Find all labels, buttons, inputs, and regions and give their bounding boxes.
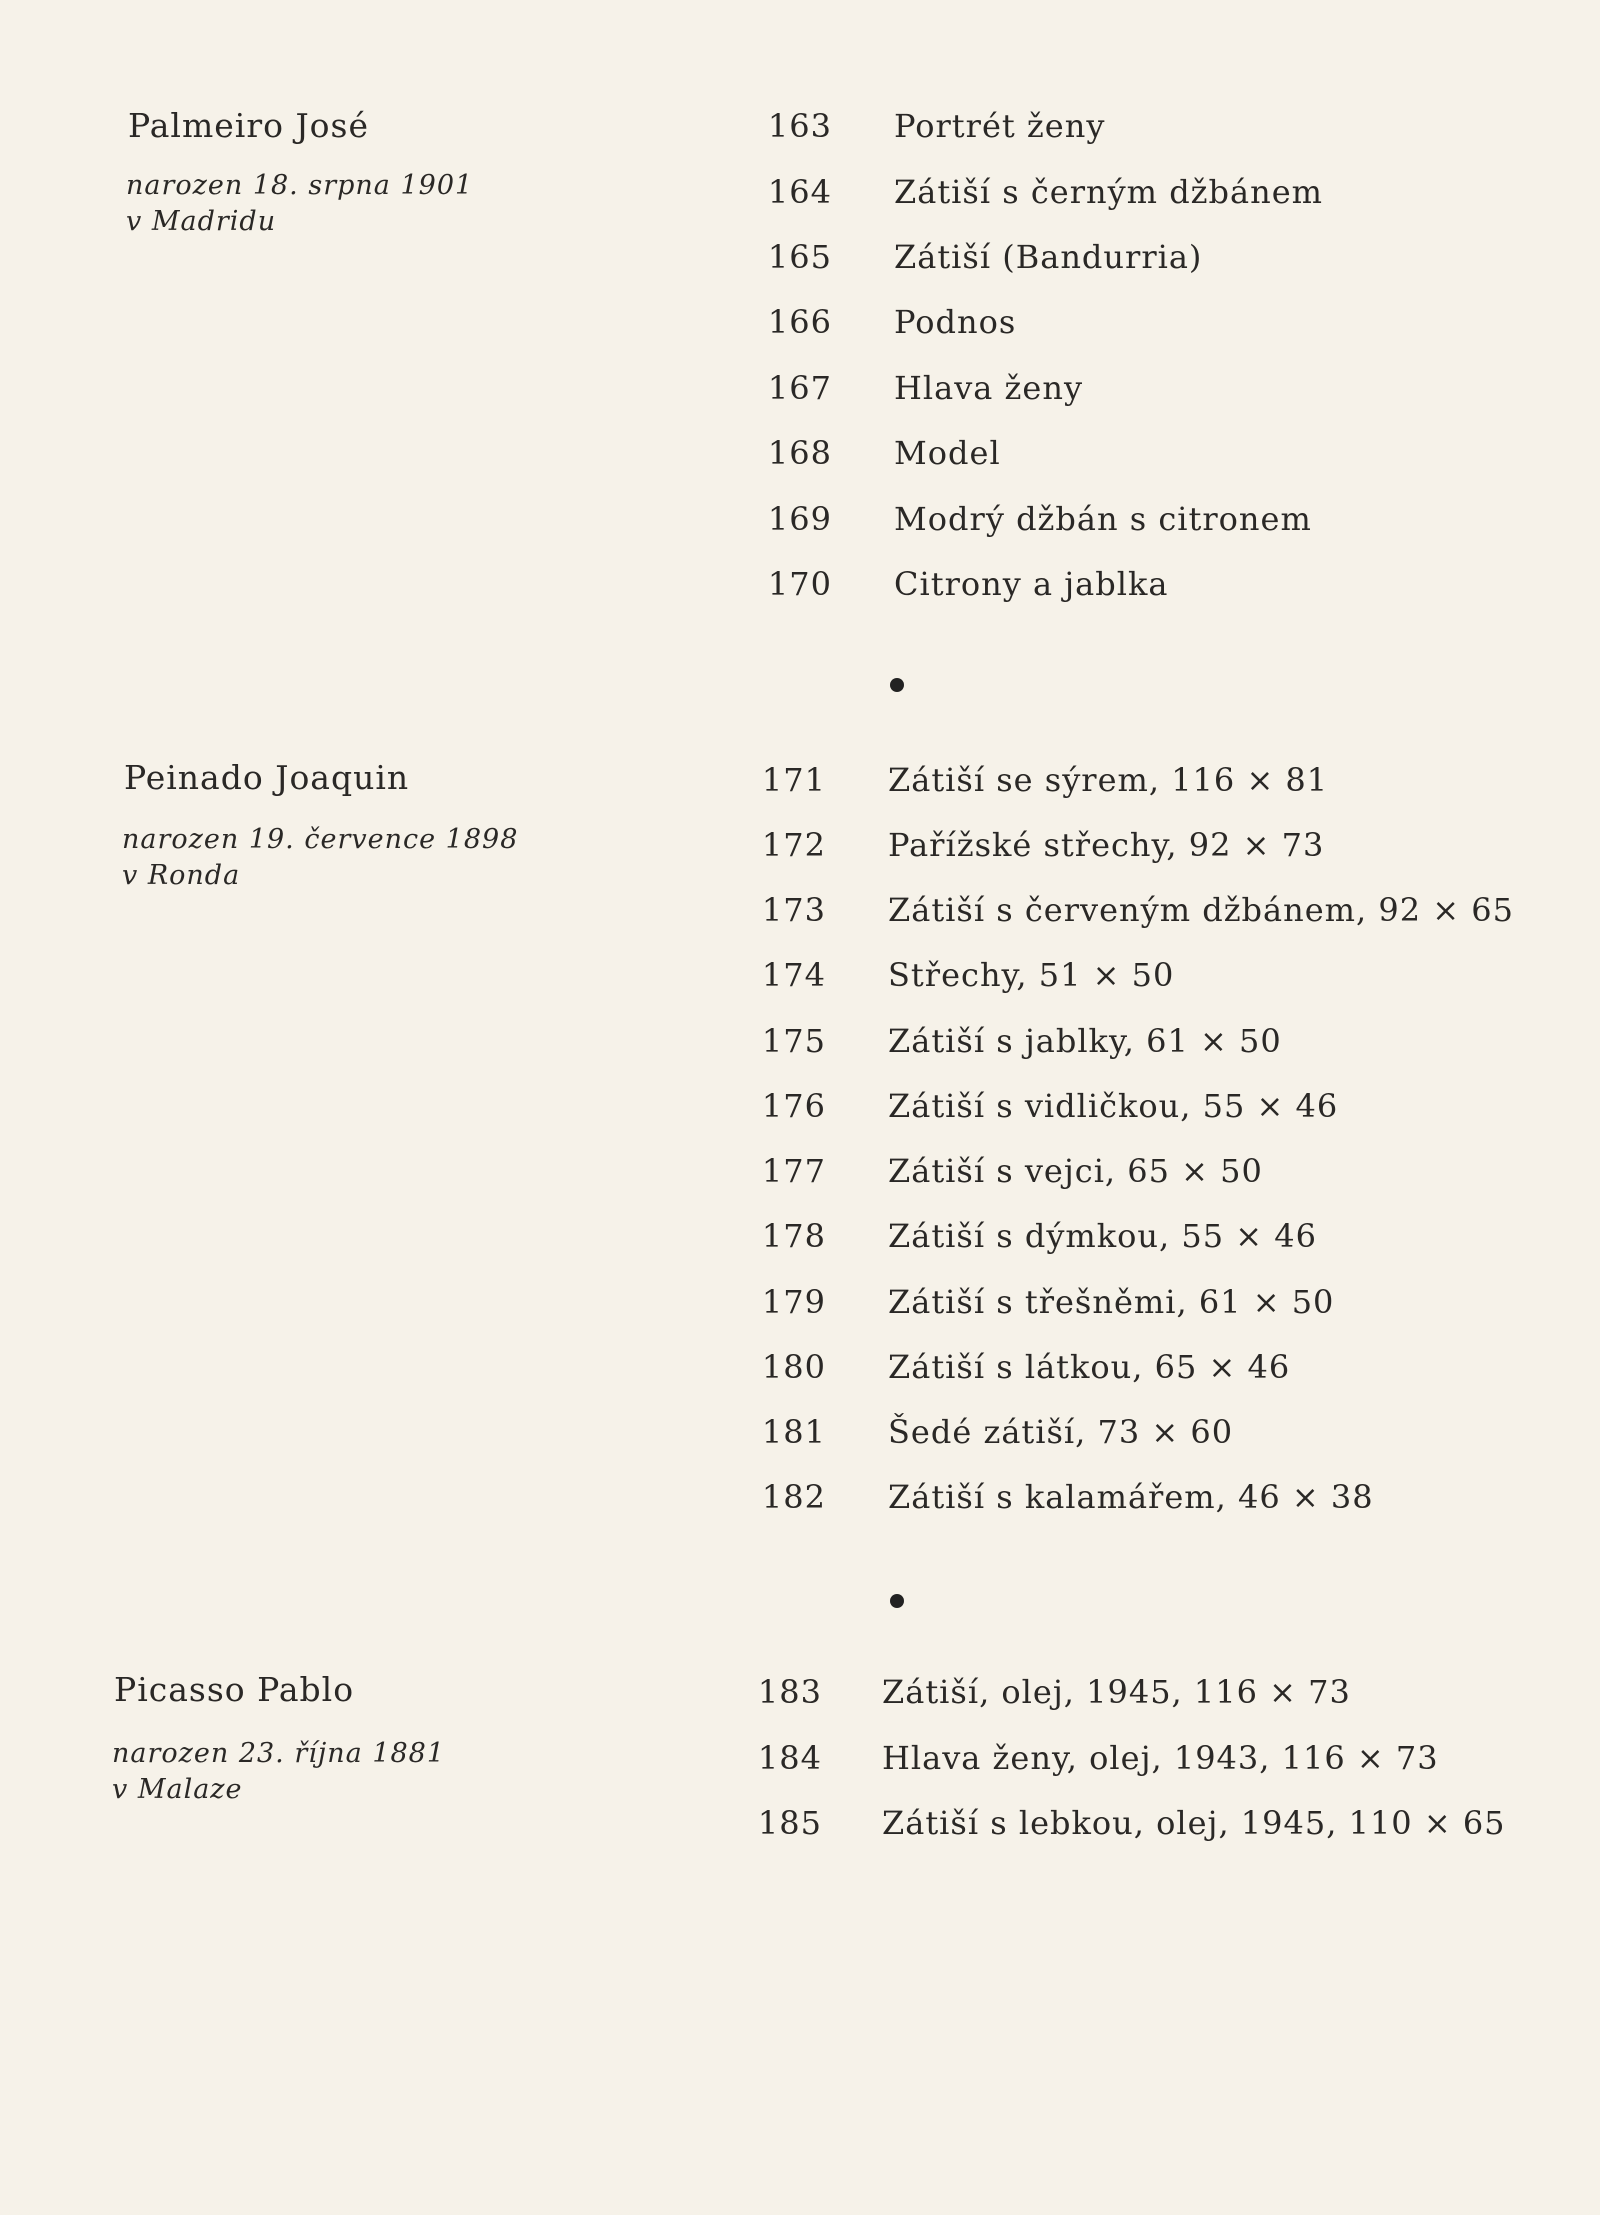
birth-date: narozen 19. července 1898 <box>122 824 519 855</box>
catalog-entry <box>0 1087 1600 1127</box>
entry-number: 179 <box>761 1283 826 1321</box>
entry-title: Šedé zátiší, 73 × 60 <box>888 1413 1234 1451</box>
entry-number: 184 <box>757 1739 822 1777</box>
entry-title: Portrét ženy <box>894 107 1106 145</box>
entry-title: Hlava ženy <box>894 369 1084 407</box>
entry-title: Podnos <box>894 303 1017 341</box>
entry-title: Zátiší s dýmkou, 55 × 46 <box>888 1217 1317 1255</box>
catalog-entry <box>0 1804 1600 1844</box>
artist-name: Palmeiro José <box>128 106 370 145</box>
artist-name: Picasso Pablo <box>114 1670 355 1709</box>
entry-title: Pařížské střechy, 92 × 73 <box>888 826 1325 864</box>
entry-number: 183 <box>757 1673 822 1711</box>
entry-number: 176 <box>761 1087 826 1125</box>
entry-number: 165 <box>767 238 832 276</box>
catalog-entry <box>0 1478 1600 1518</box>
birth-place: v Ronda <box>122 860 241 891</box>
catalog-entry <box>0 891 1600 931</box>
entry-number: 180 <box>761 1348 826 1386</box>
entry-number: 169 <box>767 500 832 538</box>
birth-date: narozen 23. října 1881 <box>112 1738 446 1769</box>
catalog-entry <box>0 1348 1600 1388</box>
entry-title: Modrý džbán s citronem <box>894 500 1312 538</box>
entry-title: Zátiší s lebkou, olej, 1945, 110 × 65 <box>882 1804 1506 1842</box>
entry-title: Zátiší s třešněmi, 61 × 50 <box>888 1283 1335 1321</box>
catalog-entry <box>0 1283 1600 1323</box>
entry-number: 178 <box>761 1217 826 1255</box>
entry-number: 177 <box>761 1152 826 1190</box>
section-divider-bullet <box>890 1594 904 1608</box>
entry-number: 168 <box>767 434 832 472</box>
birth-place: v Malaze <box>112 1774 243 1805</box>
entry-number: 166 <box>767 303 832 341</box>
catalog-entry <box>0 369 1600 409</box>
catalog-entry <box>0 565 1600 605</box>
entry-title: Zátiší s vidličkou, 55 × 46 <box>888 1087 1339 1125</box>
entry-title: Zátiší se sýrem, 116 × 81 <box>888 761 1329 799</box>
entry-title: Střechy, 51 × 50 <box>888 956 1175 994</box>
catalog-entry <box>0 238 1600 278</box>
catalog-entry <box>0 826 1600 866</box>
catalog-entry <box>0 107 1600 147</box>
artist-name: Peinado Joaquin <box>124 758 410 797</box>
birth-date: narozen 18. srpna 1901 <box>126 170 474 201</box>
catalog-entry <box>0 1217 1600 1257</box>
catalog-entry <box>0 303 1600 343</box>
entry-title: Zátiší s vejci, 65 × 50 <box>888 1152 1263 1190</box>
entry-number: 167 <box>767 369 832 407</box>
entry-title: Zátiší s kalamářem, 46 × 38 <box>888 1478 1374 1516</box>
section-divider-bullet <box>890 678 904 692</box>
entry-number: 164 <box>767 173 832 211</box>
catalog-entry <box>0 434 1600 474</box>
entry-number: 174 <box>761 956 826 994</box>
entry-number: 185 <box>757 1804 822 1842</box>
catalog-entry <box>0 173 1600 213</box>
entry-title: Zátiší s jablky, 61 × 50 <box>888 1022 1282 1060</box>
entry-number: 163 <box>767 107 832 145</box>
entry-title: Zátiší s černým džbánem <box>894 173 1323 211</box>
catalog-entry <box>0 500 1600 540</box>
entry-number: 171 <box>761 761 826 799</box>
birth-place: v Madridu <box>126 206 277 237</box>
catalog-entry <box>0 1673 1600 1713</box>
entry-title: Zátiší, olej, 1945, 116 × 73 <box>882 1673 1351 1711</box>
entry-number: 182 <box>761 1478 826 1516</box>
entry-number: 175 <box>761 1022 826 1060</box>
catalog-entry <box>0 956 1600 996</box>
entry-title: Zátiší (Bandurria) <box>894 238 1203 276</box>
entry-title: Hlava ženy, olej, 1943, 116 × 73 <box>882 1739 1439 1777</box>
entry-number: 172 <box>761 826 826 864</box>
entry-number: 170 <box>767 565 832 603</box>
entry-title: Zátiší s červeným džbánem, 92 × 65 <box>888 891 1514 929</box>
entry-number: 181 <box>761 1413 826 1451</box>
catalog-entry <box>0 1152 1600 1192</box>
entry-title: Model <box>894 434 1001 472</box>
catalog-entry <box>0 1413 1600 1453</box>
entry-title: Zátiší s látkou, 65 × 46 <box>888 1348 1291 1386</box>
entry-title: Citrony a jablka <box>894 565 1169 603</box>
catalog-entry <box>0 1739 1600 1779</box>
catalog-entry <box>0 761 1600 801</box>
catalog-entry <box>0 1022 1600 1062</box>
entry-number: 173 <box>761 891 826 929</box>
